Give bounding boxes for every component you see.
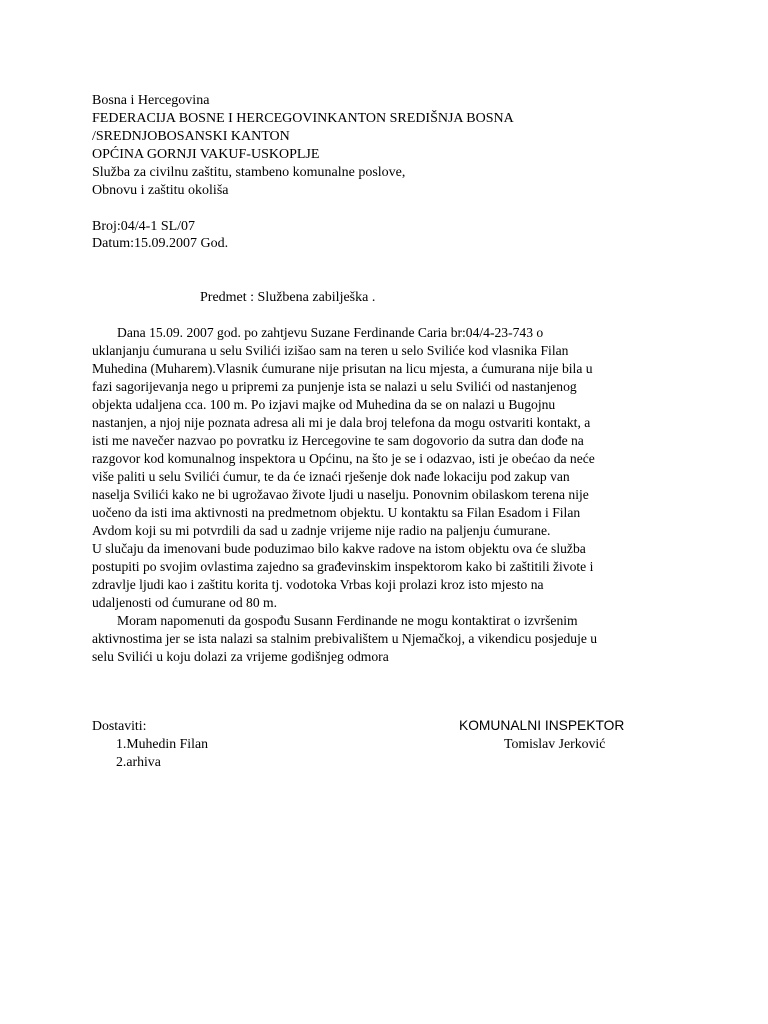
body-line: više paliti u selu Svilići ćumur, te da će iznaći rješenje dok nađe lokaciju pod zakup van: [92, 469, 570, 484]
letterhead-line: OPĆINA GORNJI VAKUF-USKOPLJE: [92, 147, 320, 162]
letterhead-line: Bosna i Hercegovina: [92, 93, 210, 108]
body-line: uočeno da isti ima aktivnosti na predmetnom objektu. U kontaktu sa Filan Esadom i Filan: [92, 505, 581, 520]
body-line: objekta udaljena cca. 100 m. Po izjavi majke od Muhedina da se on nalazi u Bugojnu: [92, 397, 556, 412]
body-line: fazi sagorijevanja nego u pripremi za punjenje ista se nalazi u selu Svilići od nastanjenog: [92, 379, 577, 394]
dostaviti-label: Dostaviti:: [92, 718, 147, 733]
body-line: Dana 15.09. 2007 god. po zahtjevu Suzane Ferdinande Caria br:04/4-23-743 o: [117, 325, 544, 340]
body-line: selu Svilići u koju dolazi za vrijeme godišnjeg odmora: [92, 649, 389, 664]
recipient-item: 1.Muhedin Filan: [116, 736, 208, 751]
body-line: aktivnostima jer se ista nalazi sa stalnim prebivalištem u Njemačkoj, a vikendicu posjeduje u: [92, 631, 598, 646]
body-line: naselja Svilići kako ne bi ugrožavao živote ljudi u naselju. Ponovnim obilaskom terena nije: [92, 487, 589, 502]
body-line: isti me navečer nazvao po povratku iz Hercegovine te sam dogovorio da sutra dan dođe na: [92, 433, 584, 448]
reference-date: Datum:15.09.2007 God.: [92, 236, 229, 251]
letterhead-line: /SREDNJOBOSANSKI KANTON: [92, 129, 290, 144]
letterhead-line: Služba za civilnu zaštitu, stambeno komunalne poslove,: [92, 165, 406, 180]
body-line: Moram napomenuti da gospođu Susann Ferdinande ne mogu kontaktirat o izvršenim: [117, 613, 578, 628]
body-line: uklanjanju ćumurana u selu Svilići izišao sam na teren u selo Sviliće kod vlasnika Filan: [92, 343, 569, 358]
reference-number: Broj:04/4-1 SL/07: [92, 219, 196, 234]
letterhead-line: Obnovu i zaštitu okoliša: [92, 183, 229, 198]
body-line: nastanjen, a njoj nije poznata adresa ali mi je dala broj telefona da mogu ostvariti kontakt, a: [92, 415, 591, 430]
body-line: Muhedina (Muharem).Vlasnik ćumurane nije prisutan na licu mjesta, a ćumurana nije bila u: [92, 361, 593, 376]
body-line: U slučaju da imenovani bude poduzimao bilo kakve radove na istom objektu ova će služba: [92, 541, 586, 556]
body-line: udaljenosti od ćumurane od 80 m.: [92, 595, 277, 610]
signatory-name: Tomislav Jerković: [504, 736, 606, 751]
signatory-title: KOMUNALNI INSPEKTOR: [459, 718, 625, 733]
body-line: razgovor kod komunalnog inspektora u Općinu, na što je se i odazvao, isti je obećao da neće: [92, 451, 595, 466]
subject-line: Predmet : Službena zabilješka .: [200, 290, 376, 305]
body-line: Avdom koji su mi potvrdili da sad u zadnje vrijeme nije radio na paljenju ćumurane.: [92, 523, 551, 538]
letterhead-line: FEDERACIJA BOSNE I HERCEGOVINKANTON SREDIŠNJA BOSNA: [92, 111, 514, 126]
body-line: zdravlje ljudi kao i zaštitu korita tj. vodotoka Vrbas koji prolazi kroz isto mjesto na: [92, 577, 544, 592]
body-line: postupiti po svojim ovlastima zajedno sa građevinskim inspektorom kako bi zaštitili živote i: [92, 559, 594, 574]
recipient-item: 2.arhiva: [116, 754, 161, 769]
